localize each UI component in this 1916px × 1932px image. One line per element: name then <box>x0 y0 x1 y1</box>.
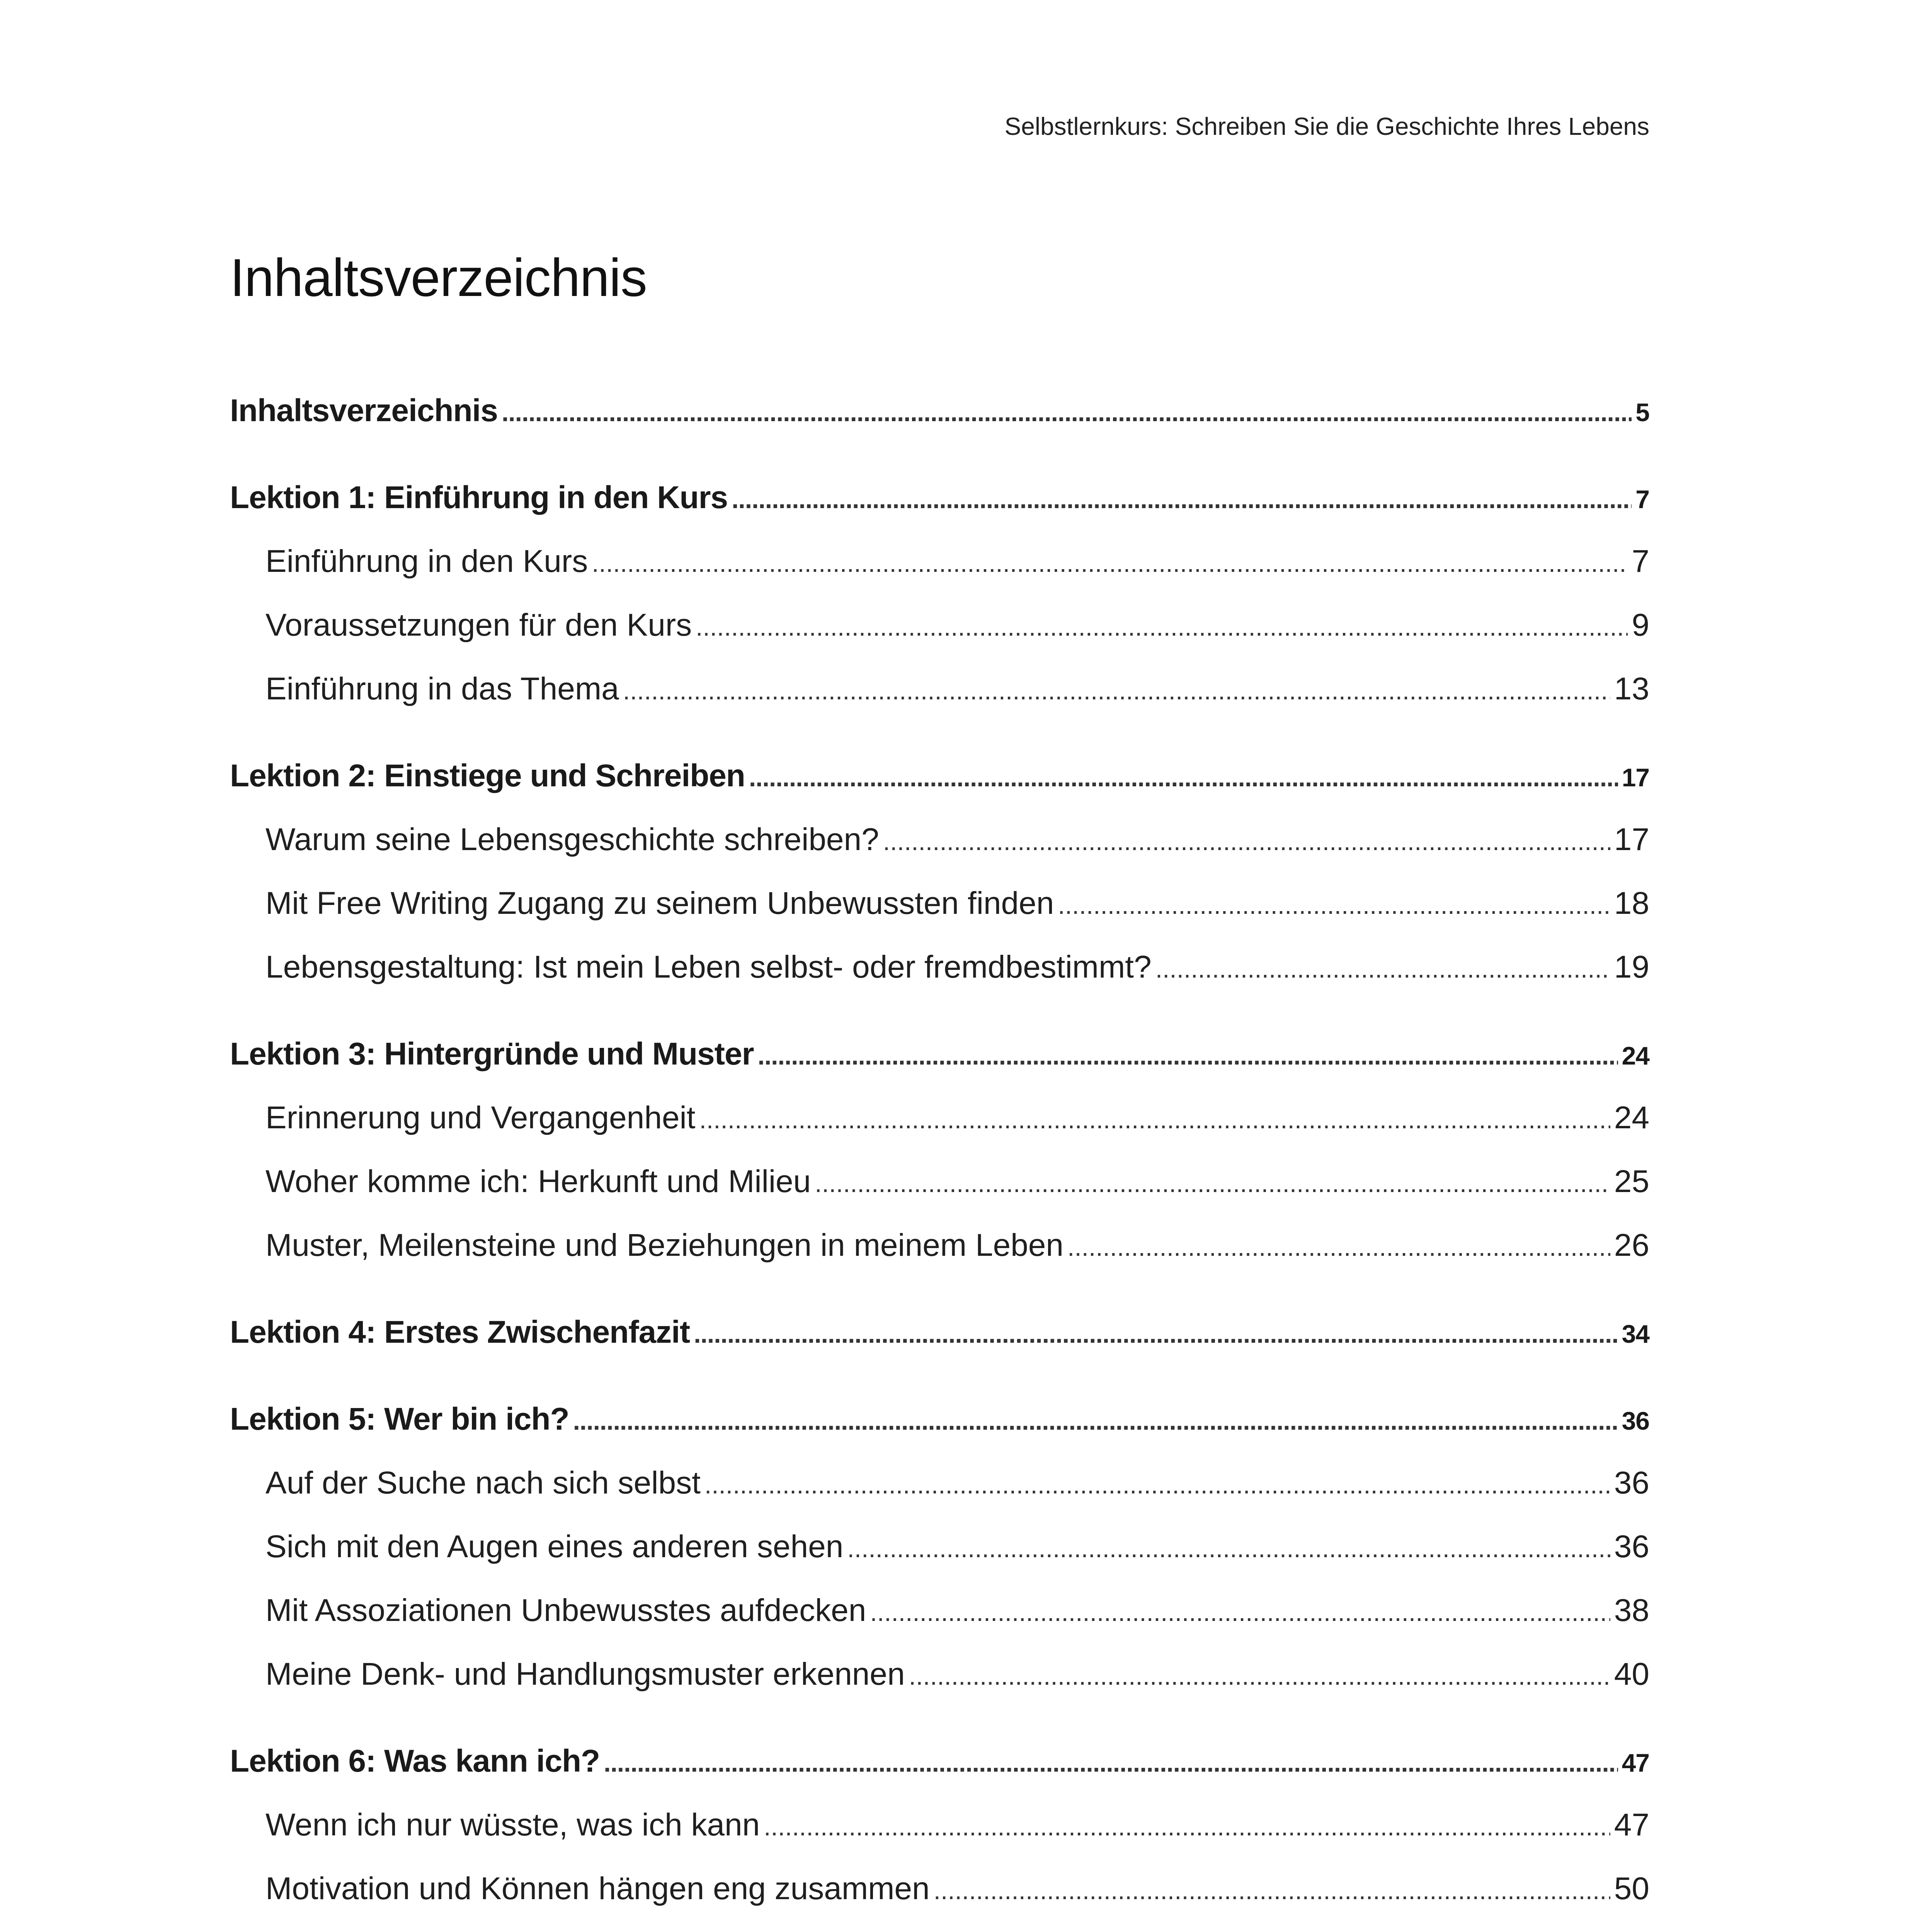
page-title: Inhaltsverzeichnis <box>230 248 647 308</box>
toc-entry-page: 13 <box>1614 671 1649 706</box>
dot-leader <box>883 810 1610 873</box>
toc-entry-page: 36 <box>1614 1465 1649 1500</box>
toc-entry-page: 7 <box>1635 485 1649 514</box>
dot-leader <box>704 1453 1610 1517</box>
toc-entry-label: Lektion 2: Einstiege und Schreiben <box>230 758 745 793</box>
toc-entry-page: 47 <box>1622 1748 1649 1777</box>
toc-entry-label: Motivation und Können hängen eng zusammen <box>265 1871 930 1906</box>
dot-leader <box>815 1151 1610 1215</box>
dot-leader <box>749 746 1618 810</box>
toc-entry-page: 17 <box>1622 763 1649 792</box>
toc-entry-page: 34 <box>1622 1320 1649 1348</box>
dot-leader <box>502 381 1632 444</box>
toc-subentry[interactable] <box>230 1213 1649 1277</box>
table-of-contents <box>230 379 1649 1932</box>
toc-entry-page: 5 <box>1635 398 1649 427</box>
toc-subentry[interactable] <box>230 871 1649 935</box>
toc-entry-page: 40 <box>1614 1656 1649 1692</box>
dot-leader <box>696 595 1628 659</box>
toc-entry-page: 18 <box>1614 886 1649 921</box>
toc-subentry[interactable] <box>230 1451 1649 1515</box>
toc-entry-page <box>1614 1920 1649 1932</box>
toc-entry-inhaltsverzeichnis[interactable] <box>230 379 1649 442</box>
toc-subentry[interactable] <box>230 1793 1649 1857</box>
toc-entry-lektion-5[interactable] <box>230 1387 1649 1451</box>
toc-entry-label: Warum seine Lebensgeschichte schreiben? <box>265 822 879 857</box>
toc-entry-page: 7 <box>1632 544 1649 579</box>
dot-leader <box>623 659 1610 723</box>
toc-entry-page: 17 <box>1614 822 1649 857</box>
dot-leader <box>604 1731 1618 1795</box>
toc-entry-label: Einführung in das Thema <box>265 671 619 706</box>
dot-leader <box>934 1859 1610 1922</box>
toc-subentry[interactable] <box>230 657 1649 721</box>
toc-entry-label: Erinnerung und Vergangenheit <box>265 1100 696 1135</box>
dot-leader <box>1155 937 1610 1001</box>
toc-entry-lektion-1[interactable] <box>230 466 1649 529</box>
dot-leader <box>1067 1215 1610 1279</box>
toc-entry-label: Woher komme ich: Herkunft und Milieu <box>265 1164 811 1199</box>
dot-leader <box>694 1302 1618 1366</box>
toc-subentry[interactable] <box>230 1086 1649 1150</box>
dot-leader <box>732 468 1632 531</box>
toc-entry-page: 36 <box>1622 1406 1649 1435</box>
toc-entry-lektion-6[interactable] <box>230 1729 1649 1793</box>
toc-entry-page: 47 <box>1614 1807 1649 1842</box>
toc-entry-page: 25 <box>1614 1164 1649 1199</box>
toc-subentry[interactable] <box>230 1150 1649 1213</box>
dot-leader <box>592 531 1628 595</box>
toc-entry-lektion-2[interactable] <box>230 744 1649 808</box>
toc-entry-label: Lektion 1: Einführung in den Kurs <box>230 480 728 515</box>
toc-subentry[interactable] <box>230 593 1649 657</box>
toc-entry-label: Mit Free Writing Zugang zu seinem Unbewussten finden <box>265 886 1054 921</box>
toc-subentry[interactable] <box>230 1578 1649 1642</box>
toc-entry-label: Voraussetzungen für den Kurs <box>265 607 692 643</box>
dot-leader <box>870 1580 1610 1644</box>
toc-entry-label: Muster, Meilensteine und Beziehungen in meinem Leben <box>265 1228 1063 1263</box>
toc-subentry[interactable] <box>230 935 1649 999</box>
toc-subentry[interactable] <box>230 1642 1649 1706</box>
toc-entry-label: Lektion 4: Erstes Zwischenfazit <box>230 1315 690 1350</box>
dot-leader <box>699 1088 1610 1151</box>
toc-entry-page: 26 <box>1614 1228 1649 1263</box>
toc-entry-label: Lektion 3: Hintergründe und Muster <box>230 1036 754 1071</box>
toc-entry-label: Meine Denk- und Handlungsmuster erkennen <box>265 1656 905 1692</box>
toc-entry-page: 50 <box>1614 1871 1649 1906</box>
dot-leader <box>573 1389 1618 1453</box>
toc-subentry[interactable] <box>230 1857 1649 1920</box>
dot-leader <box>909 1644 1610 1708</box>
dot-leader <box>1058 873 1610 937</box>
toc-entry-label: Lebensgestaltung: Ist mein Leben selbst- oder fremdbestimmt? <box>265 949 1152 985</box>
toc-subentry[interactable] <box>230 1515 1649 1578</box>
toc-entry-label <box>265 1920 963 1932</box>
toc-entry-lektion-3[interactable] <box>230 1022 1649 1086</box>
toc-subentry[interactable] <box>230 1920 1649 1932</box>
running-header: Selbstlernkurs: Schreiben Sie die Geschichte Ihres Lebens <box>1004 112 1649 140</box>
toc-entry-label: Sich mit den Augen eines anderen sehen <box>265 1529 844 1564</box>
toc-entry-page: 24 <box>1614 1100 1649 1135</box>
toc-entry-label: Einführung in den Kurs <box>265 544 588 579</box>
toc-entry-label: Lektion 5: Wer bin ich? <box>230 1401 569 1437</box>
toc-entry-label: Lektion 6: Was kann ich? <box>230 1743 600 1779</box>
toc-entry-page: 36 <box>1614 1529 1649 1564</box>
toc-entry-label: Inhaltsverzeichnis <box>230 393 498 428</box>
toc-entry-label: Auf der Suche nach sich selbst <box>265 1465 701 1500</box>
dot-leader <box>847 1517 1610 1580</box>
dot-leader <box>757 1024 1618 1088</box>
toc-entry-label: Wenn ich nur wüsste, was ich kann <box>265 1807 760 1842</box>
toc-subentry[interactable] <box>230 808 1649 871</box>
dot-leader <box>967 1922 1610 1932</box>
toc-entry-page: 24 <box>1622 1041 1649 1070</box>
toc-entry-page: 9 <box>1632 607 1649 643</box>
toc-entry-lektion-4[interactable] <box>230 1300 1649 1364</box>
toc-entry-page: 19 <box>1614 949 1649 985</box>
dot-leader <box>764 1795 1610 1859</box>
toc-subentry[interactable] <box>230 529 1649 593</box>
toc-entry-page: 38 <box>1614 1593 1649 1628</box>
toc-entry-label: Mit Assoziationen Unbewusstes aufdecken <box>265 1593 866 1628</box>
